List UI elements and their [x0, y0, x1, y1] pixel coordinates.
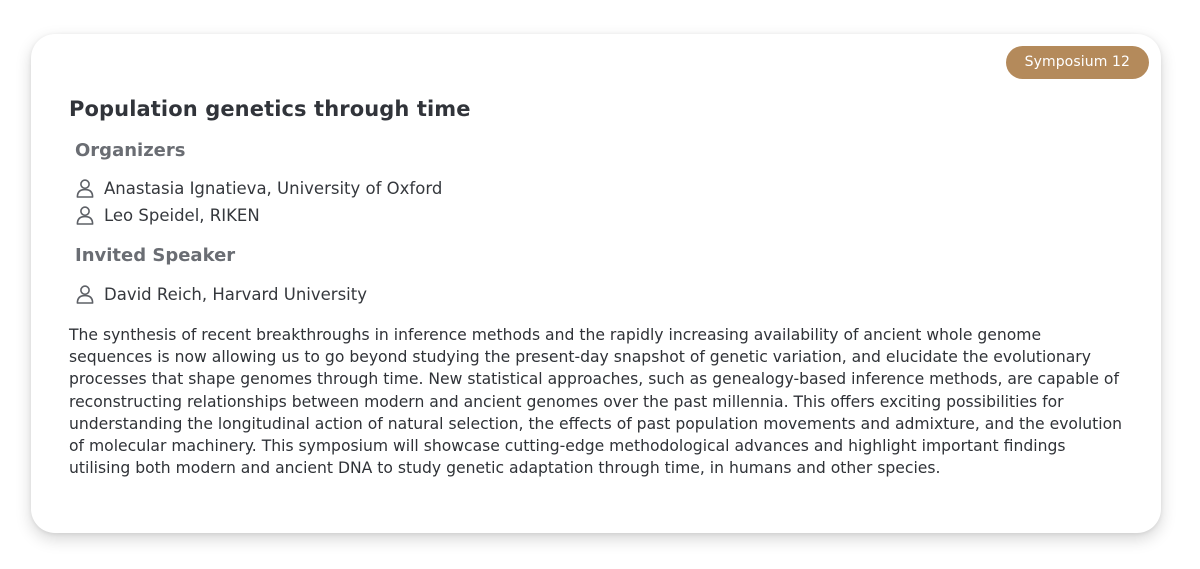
organizer-name: Anastasia Ignatieva, University of Oxford	[104, 178, 443, 198]
organizer-item	[75, 176, 442, 200]
person-icon	[75, 205, 95, 225]
symposium-badge: Symposium 12	[1006, 46, 1149, 79]
person-icon	[75, 284, 95, 304]
organizers-heading: Organizers	[75, 140, 186, 161]
page-title: Population genetics through time	[69, 97, 471, 121]
person-icon	[75, 178, 95, 198]
symposium-description: The synthesis of recent breakthroughs in inference methods and the rapidly increasing availability of ancient whole genome sequences is now allowing us to go beyond studying the present-day snapshot of genetic variation, and elucidate the evolutionary processes that shape genomes through time. New statistical approaches, such as genealogy-based inference methods, are capable of reconstructing relationships between modern and ancient genomes over the past millennia. This offers exciting possibilities for understanding the longitudinal action of natural selection, the effects of past population movements and admixture, and the evolution of molecular machinery. This symposium will showcase cutting-edge methodological advances and highlight important findings utilising both modern and ancient DNA to study genetic adaptation through time, in humans and other species.	[69, 326, 1123, 478]
invited-speaker-name: David Reich, Harvard University	[104, 284, 367, 304]
invited-speaker-item	[75, 282, 367, 306]
symposium-card	[31, 34, 1161, 533]
invited-speaker-heading: Invited Speaker	[75, 245, 236, 266]
organizer-name: Leo Speidel, RIKEN	[104, 205, 260, 225]
organizer-item	[75, 203, 260, 227]
